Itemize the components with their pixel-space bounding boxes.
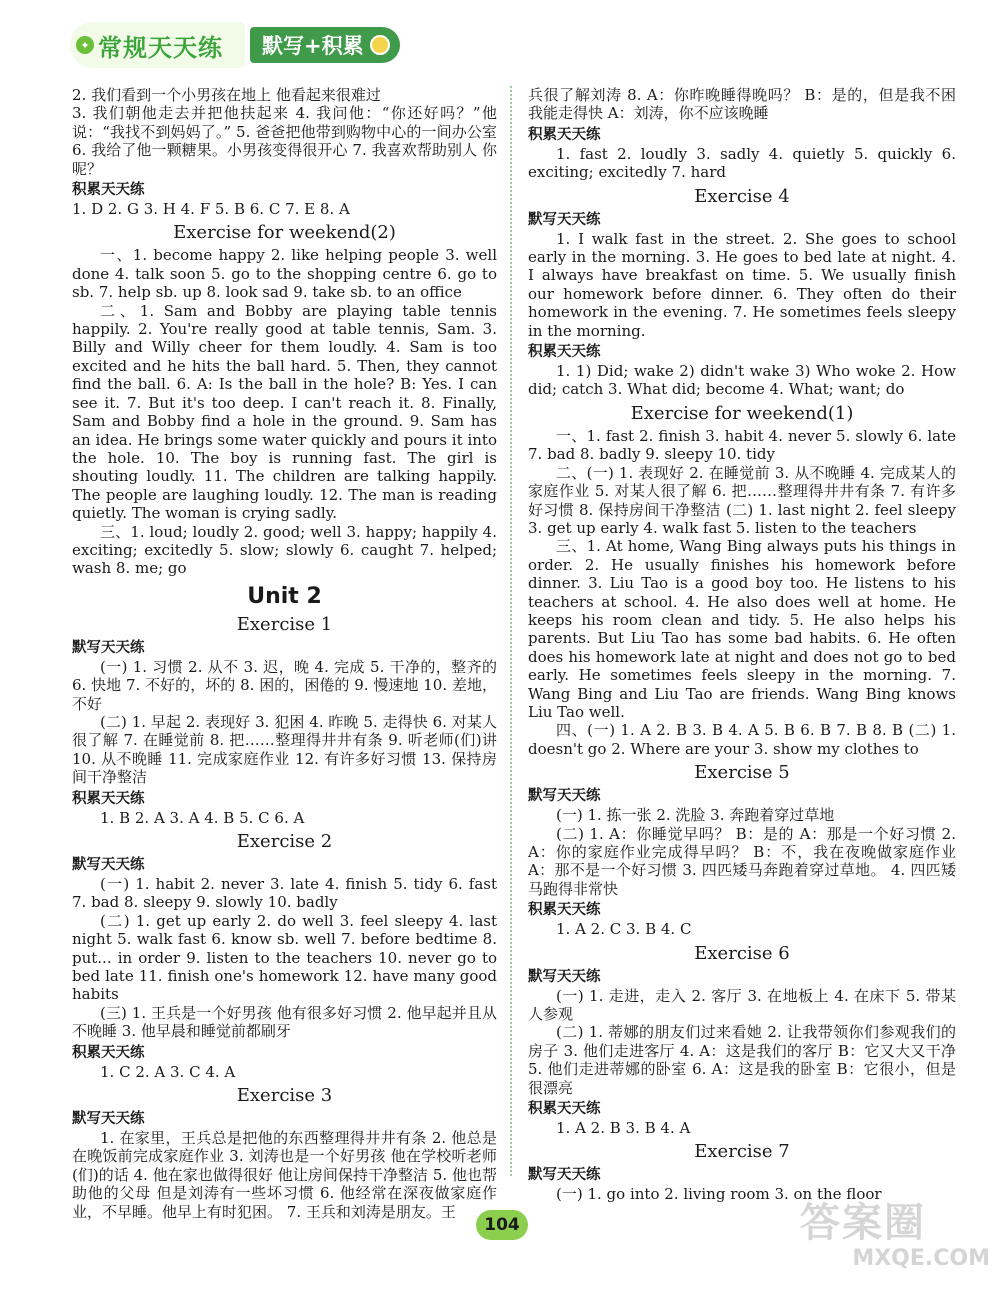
- header-title-banner: [70, 22, 245, 68]
- exercise-heading: Exercise 3: [236, 1085, 333, 1107]
- page-number-badge: [476, 1210, 528, 1240]
- answer-paragraph: 2. 我们看到一个小男孩在地上 他看起来很难过: [72, 86, 381, 104]
- answer-paragraph: 四、(一) 1. A 2. B 3. B 4. A 5. B 6. B 7. B 8. B (二) 1. doesn't go 2. Where are your 3. show my clothes to: [528, 721, 956, 758]
- answer-paragraph: (一) 1. habit 2. never 3. late 4. finish 5. tidy 6. fast 7. bad 8. sleepy 9. slowly 10. badly: [72, 875, 497, 912]
- answer-paragraph: 三、1. loud; loudly 2. good; well 3. happy; happily 4. exciting; excitedly 5. slow; slowly 6. caught 7. helped; wash 8. me; go: [72, 522, 497, 578]
- section-label: 积累天天练: [528, 1101, 601, 1118]
- answer-paragraph: 一、1. become happy 2. like helping people 3. well done 4. talk soon 5. go to the shopping centre 6. go to sb. 7. help sb. up 8. look sad 9. take sb. to an office: [72, 246, 497, 302]
- watermark: [800, 1200, 990, 1280]
- answer-paragraph: (一) 1. 走进，走入 2. 客厅 3. 在地板上 4. 在床下 5. 带某人参观: [528, 986, 956, 1024]
- answer-paragraph: 1. 在家里，王兵总是把他的东西整理得井井有条 2. 他总是在晚饭前完成家庭作业 3. 刘涛也是一个好男孩 他在学校听老师(们)的话 4. 他在家也做得很好 他让房间保持干净整洁 5. 他也帮助他的父母 但是刘涛有一些坏习惯 6. 他经常在深夜做家庭作业，不早睡。他早上有时犯困。 7. 王兵和刘涛是朋友。王: [72, 1129, 497, 1221]
- section-label: 积累天天练: [72, 1044, 145, 1061]
- section-label: 积累天天练: [72, 790, 145, 807]
- section-label: 默写天天练: [72, 639, 145, 656]
- answer-paragraph: (二) 1. 早起 2. 表现好 3. 犯困 4. 昨晚 5. 走得快 6. 对某人很了解 7. 在睡觉前 8. 把……整理得井井有条 9. 听老师(们)讲 10. 从不晚睡 11. 完成家庭作业 12. 有许多好习惯 13. 保持房间干净整洁: [72, 712, 497, 787]
- answer-paragraph: (二) 1. get up early 2. do well 3. feel sleepy 4. last night 5. walk fast 6. know sb. well 7. before bedtime 8. put... in order 9. listen to the teachers 10. never go to bed late 11. finish one's homework 12. have many good habits: [72, 911, 497, 1004]
- answer-paragraph: (一) 1. 拣一张 2. 洗脸 3. 奔跑着穿过草地: [556, 806, 835, 825]
- watermark-url: MXQE.COM: [852, 1246, 990, 1271]
- section-label: 积累天天练: [528, 344, 601, 361]
- section-label: 积累天天练: [528, 126, 601, 143]
- answer-paragraph: 1. C 2. A 3. C 4. A: [100, 1062, 236, 1081]
- exercise-heading: Exercise 6: [694, 942, 790, 964]
- answer-paragraph: 二、(一) 1. 表现好 2. 在睡觉前 3. 从不晚睡 4. 完成某人的家庭作业 5. 对某人很了解 6. 把……整理得井井有条 7. 有许多好习惯 8. 保持房间干净整洁 (二) 1. last night 2. feel sleepy 3. get up early 4. walk fast 5. listen to the teachers: [528, 463, 956, 537]
- unit-heading: Unit 2: [247, 583, 322, 609]
- answer-paragraph: 二、1. Sam and Bobby are playing table tennis happily. 2. You're really good at table tennis, Sam. 3. Billy and Willy cheer for them loudly. 4. Sam is too excited and he hits the ball hard. 5. Then, they cannot find the ball. 6. A: Is the ball in the hole? B: Yes. I can see it. 7. But it's too deep. I can't reach it. 8. Finally, Sam and Bobby find a hole in the ground. 9. Sam has an idea. He brings some water quickly and pours it into the hole. 10. The boy is running fast. The girl is shouting loudly. 11. The children are talking happily. The people are laughing loudly. 12. The man is reading quietly. The woman is crying sadly.: [72, 301, 497, 523]
- section-label: 默写天天练: [528, 788, 601, 805]
- answer-paragraph: 一、1. fast 2. finish 3. habit 4. never 5. slowly 6. late 7. bad 8. badly 9. sleepy 10. tidy: [528, 426, 956, 464]
- answer-paragraph: (三) 1. 王兵是一个好男孩 他有很多好习惯 2. 他早起并且从不晚睡 3. 他早晨和睡觉前都刷牙: [72, 1003, 497, 1041]
- answer-paragraph: 三、1. At home, Wang Bing always puts his things in order. 2. He usually finishes his homework before dinner. 3. Liu Tao is a good boy too. He listens to his teachers at school. 4. He also does well at home. He keeps his room clean and tidy. 5. He also helps his parents. But Liu Tao has some bad habits. 6. He often does his homework late at night and does not go to bed early. He sometimes feels sleepy in the morning. 7. Wang Bing and Liu Tao are friends. Wang Bing knows Liu Tao well.: [528, 537, 956, 721]
- answer-paragraph: 1. 1) Did; wake 2) didn't wake 3) Who woke 2. How did; catch 3. What did; become 4. What; want; do: [528, 362, 956, 399]
- exercise-heading: Exercise for weekend(1): [630, 402, 854, 424]
- answer-paragraph: (一) 1. go into 2. living room 3. on the floor: [556, 1185, 882, 1204]
- header-title: 常规天天练: [98, 33, 223, 62]
- answer-paragraph: (一) 1. 习惯 2. 从不 3. 迟，晚 4. 完成 5. 干净的，整齐的 6. 快地 7. 不好的，坏的 8. 困的，困倦的 9. 慢速地 10. 差地，不好: [72, 657, 497, 713]
- left-column: [72, 86, 497, 1221]
- answer-paragraph: 3. 我们朝他走去并把他扶起来 4. 我问他：“你还好吗？”他说：“我找不到妈妈了。” 5. 爸爸把他带到购物中心的一间办公室 6. 我给了他一颗糖果。小男孩变得很开心 7. 我喜欢帮助别人 你呢？: [72, 104, 497, 178]
- answer-paragraph: 1. A 2. B 3. B 4. A: [556, 1119, 691, 1138]
- answer-paragraph: 1. A 2. C 3. B 4. C: [556, 920, 692, 939]
- section-label: 默写天天练: [528, 968, 601, 985]
- header-subtitle-banner: [250, 27, 400, 63]
- answer-paragraph: 1. D 2. G 3. H 4. F 5. B 6. C 7. E 8. A: [72, 200, 350, 219]
- answer-paragraph: 1. B 2. A 3. A 4. B 5. C 6. A: [100, 808, 305, 827]
- section-label: 默写天天练: [72, 1111, 145, 1128]
- exercise-heading: Exercise 5: [694, 762, 790, 784]
- header-subtitle: 默写+积累: [262, 34, 364, 58]
- section-label: 默写天天练: [72, 857, 145, 873]
- answer-paragraph: 1. fast 2. loudly 3. sadly 4. quietly 5. quickly 6. exciting; excitedly 7. hard: [528, 144, 956, 182]
- section-label: 默写天天练: [528, 211, 601, 228]
- exercise-heading: Exercise 4: [694, 185, 790, 207]
- answer-paragraph: 1. I walk fast in the street. 2. She goes to school early in the morning. 3. He goes to bed late at night. 4. I always have breakfast on time. 5. We usually finish our homework before dinner. 6. They often do their homework in the evening. 7. He sometimes feels sleepy in the morning.: [528, 229, 956, 340]
- answer-paragraph: 兵很了解刘涛 8. A：你昨晚睡得晚吗？ B：是的，但是我不困 我能走得快 A：刘涛，你不应该晚睡: [528, 86, 956, 123]
- answer-paragraph: (二) 1. 蒂娜的朋友们过来看她 2. 让我带领你们参观我们的房子 3. 他们走进客厅 4. A：这是我们的客厅 B：它又大又干净 5. 他们走进蒂娜的卧室 6. A：这是我的卧室 B：它很小，但是很漂亮: [528, 1023, 956, 1097]
- answer-paragraph: (二) 1. A：你睡觉早吗？ B：是的 A：那是一个好习惯 2. A：你的家庭作业完成得早吗？ B：不，我在夜晚做家庭作业 A：那不是一个好习惯 3. 四匹矮马奔跑着穿过草地。 4. 四匹矮马跑得非常快: [528, 824, 956, 898]
- page-header: [70, 22, 400, 68]
- section-label: 积累天天练: [528, 902, 601, 919]
- circle-icon: [370, 35, 390, 55]
- star-icon: ✦: [76, 36, 94, 54]
- exercise-heading: Exercise 1: [236, 613, 333, 635]
- section-label: 积累天天练: [72, 182, 145, 199]
- page-number: 104: [484, 1215, 520, 1235]
- section-label: 默写天天练: [528, 1167, 601, 1184]
- right-column: [528, 86, 956, 1204]
- watermark-logo: 答案圈: [800, 1200, 926, 1246]
- column-divider: [510, 86, 512, 1176]
- exercise-heading: Exercise 7: [694, 1141, 790, 1163]
- exercise-heading: Exercise for weekend(2): [173, 222, 396, 244]
- exercise-heading: Exercise 2: [236, 831, 333, 852]
